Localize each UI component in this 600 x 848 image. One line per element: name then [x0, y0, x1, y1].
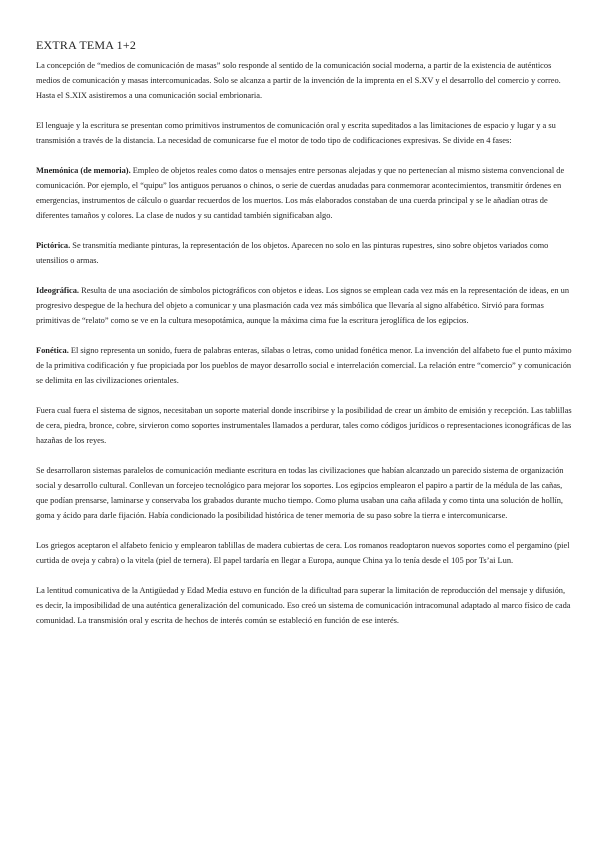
- paragraph-text: Resulta de una asociación de símbolos pictográficos con objetos e ideas. Los signos se emplean cada vez más en la representación de ideas, en un progresivo despegue de la hechura del objeto a comunicar y una plasmación cada vez más simbólica que llevaría al signo alfabético. Sirvió para formas primitivas de “relato” como se ve en la cultura mesopotámica, aunque la máxima cima fue la escritura jeroglífica de los egipcios.: [36, 286, 570, 325]
- paragraph-lenguaje: [36, 118, 572, 148]
- paragraph-ideografica: [36, 283, 572, 328]
- phase-heading: Pictórica.: [36, 241, 71, 250]
- paragraph-mnemonica: [36, 163, 572, 223]
- paragraph-text: El signo representa un sonido, fuera de palabras enteras, sílabas o letras, como unidad fonética menor. La invención del alfabeto fue el punto máximo de la primitiva codificación y fue propiciada por los pueblos de mayor desarrollo social e interrelación comercial. La relación entre “comercio” y comunicación se delimita en las civilizaciones orientales.: [36, 346, 572, 385]
- paragraph-text: Se desarrollaron sistemas paralelos de comunicación mediante escritura en todas las civilizaciones que habían alcanzado un parecido sistema de organización social y desarrollo cultural. Conllevan un forcejeo tecnológico para mejorar los soportes. Los egipcios emplearon el papiro a partir de la médula de las cañas, que podían prensarse, laminarse y conservaba los grabados durante mucho tiempo. Como pluma usaban una caña afilada y como tinta una solución de hollín, goma y ácido para darle fijación. Había condicionado la posibilidad histórica de tener memoria de su paso sobre la tierra e intercomunicarse.: [36, 466, 564, 520]
- paragraph-fonetica: [36, 343, 572, 388]
- paragraph-text: Fuera cual fuera el sistema de signos, necesitaban un soporte material donde inscribirse y la posibilidad de crear un ámbito de emisión y recepción. Las tablillas de cera, piedra, bronce, cobre, sirvieron como soportes instrumentales llamados a perdurar, tales como códigos jurídicos o representaciones iconográficas de las hazañas de los reyes.: [36, 406, 572, 445]
- paragraph-text: La lentitud comunicativa de la Antigüedad y Edad Media estuvo en función de la dificultad para superar la limitación de reproducción del mensaje y difusión, es decir, la imposibilidad de una auténtica generalización del comunicado. Eso creó un sistema de comunicación intracomunal adaptado al marco físico de cada comunidad. La transmisión oral y escrita de hechos de interés común se estableció en función de ese interés.: [36, 586, 571, 625]
- phase-heading: Ideográfica.: [36, 286, 80, 295]
- document-page: [36, 38, 572, 628]
- paragraph-text: Empleo de objetos reales como datos o mensajes entre personas alejadas y que no pertenecían al mismo sistema convencional de comunicación. Por ejemplo, el “quipu” los antiguos peruanos o chinos, o serie de cuerdas anudadas para conmemorar acontecimientos, transmitir órdenes en emergencias, instrumentos de cálculo o guardar recuerdos de los muertos. Los más elaborados constaban de una cuerda principal y se le añadían otras de diferentes tamaños y colores. La clase de nudos y su cantidad también significaban algo.: [36, 166, 565, 220]
- paragraph-intro: [36, 58, 572, 103]
- paragraph-lentitud: [36, 583, 572, 628]
- paragraph-text: El lenguaje y la escritura se presentan como primitivos instrumentos de comunicación oral y escrita supeditados a las limitaciones de espacio y lugar y a su transmisión a través de la distancia. La necesidad de comunicarse fue el motor de todo tipo de codificaciones expresivas. Se divide en 4 fases:: [36, 121, 556, 145]
- phase-heading: Fonética.: [36, 346, 69, 355]
- paragraph-griegos: [36, 538, 572, 568]
- paragraph-text: La concepción de “medios de comunicación de masas” solo responde al sentido de la comunicación social moderna, a partir de la existencia de auténticos medios de comunicación y masas intercomunicadas. Solo se alcanza a partir de la invención de la imprenta en el S.XV y el desarrollo del comercio y correo. Hasta el S.XIX asistiremos a una comunicación social embrionaria.: [36, 61, 561, 100]
- paragraph-text: Se transmitía mediante pinturas, la representación de los objetos. Aparecen no solo en las pinturas rupestres, sino sobre objetos variados como utensilios o armas.: [36, 241, 549, 265]
- paragraph-soportes: [36, 403, 572, 448]
- document-title: EXTRA TEMA 1+2: [36, 38, 137, 52]
- paragraph-sistemas: [36, 463, 572, 523]
- paragraph-pictorica: [36, 238, 572, 268]
- paragraph-text: Los griegos aceptaron el alfabeto fenicio y emplearon tablillas de madera cubiertas de cera. Los romanos readoptaron nuevos soportes como el pergamino (piel curtida de oveja y cabra) o la vitela (piel de ternera). El papel tardaría en llegar a Europa, aunque China ya lo tenía desde el 105 por Ts’ai Lun.: [36, 541, 570, 565]
- phase-heading: Mnemónica (de memoria).: [36, 166, 131, 175]
